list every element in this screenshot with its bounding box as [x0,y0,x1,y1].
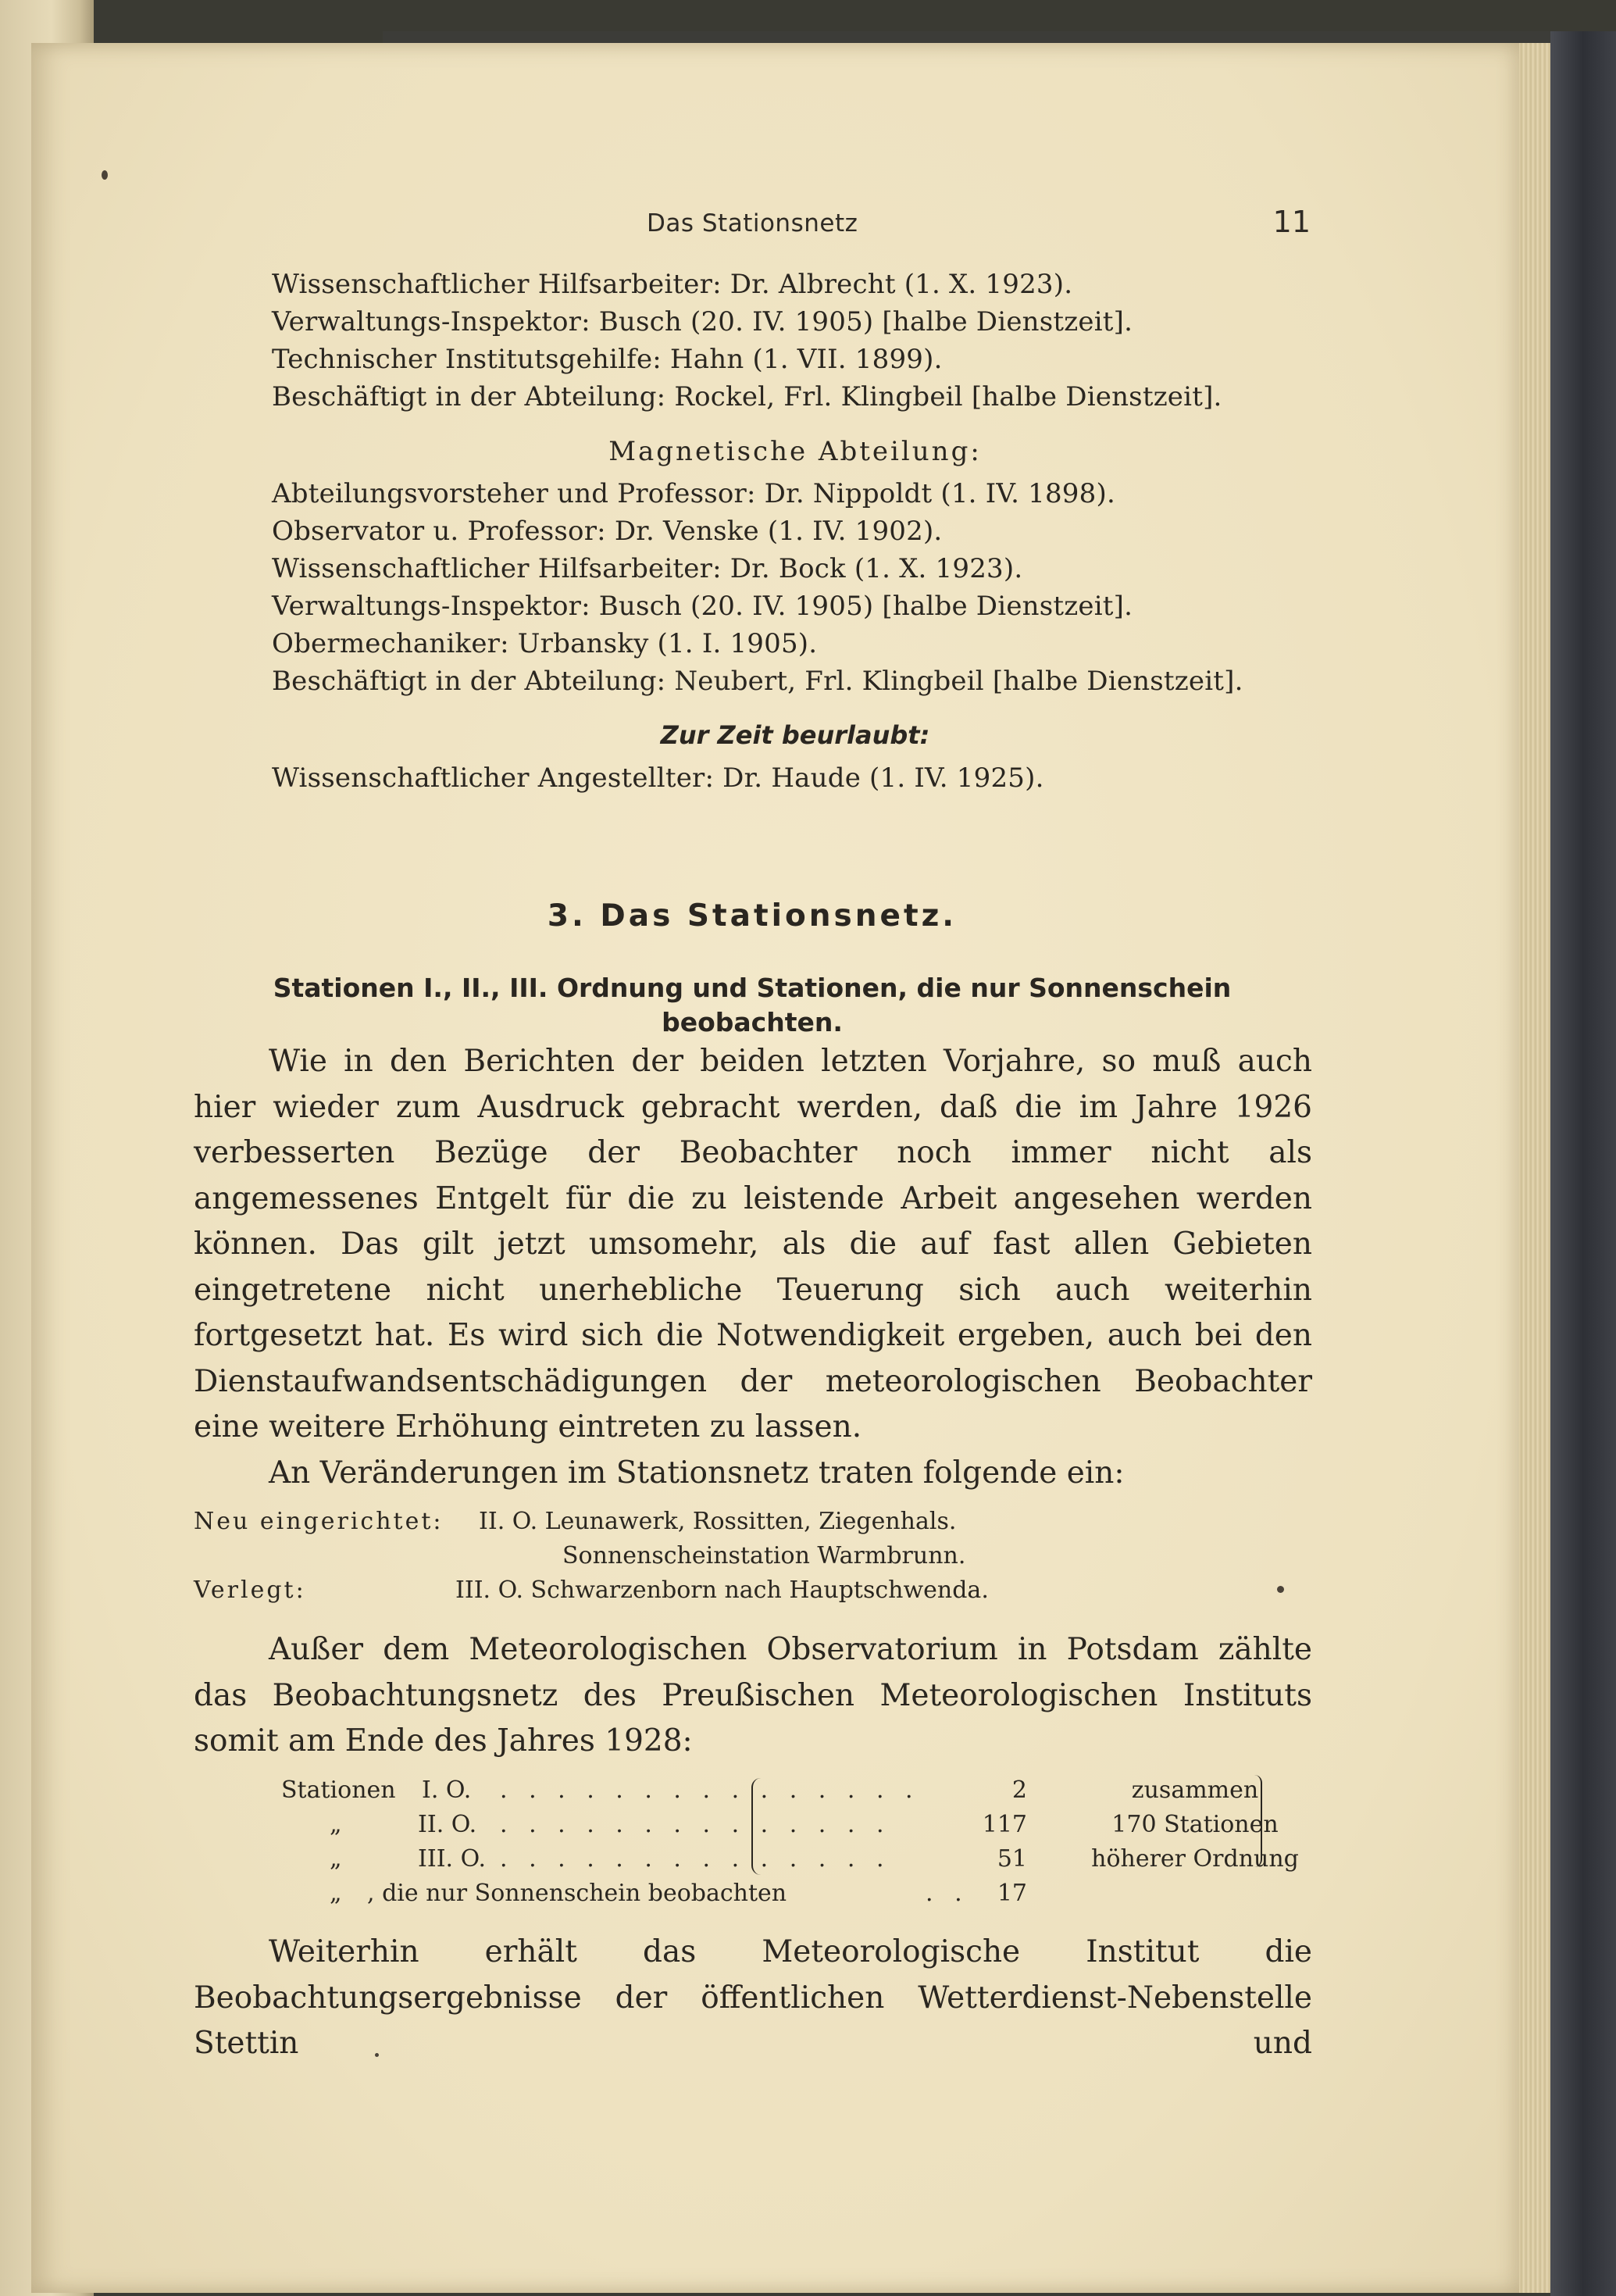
summary-text: höherer Ordnung [1091,1845,1299,1873]
leader-dots: . . . . . . . . . . . . . . [500,1811,891,1838]
station-order: II. O. [418,1811,477,1838]
station-order: , die nur Sonnenschein beobachten [367,1880,787,1907]
body-paragraph-4 [194,1930,1312,2067]
page-number: 11 [1272,205,1311,239]
paragraph-text: Wie in den Berichten der beiden letzten Vorjahre, so muß auch hier wieder zum Ausdruck gebracht werden, daß die im Jahre 1926 verbesserten Bezüge der Beobachter noch immer nicht als angemessenes Entgelt für die zu leistende Arbeit angesehen werden können. Das gilt jetzt umsomehr, als die auf fast allen Gebieten eingetretene nicht unerhebliche Teuerung sich auch weiterhin fortgesetzt hat. Es wird sich die Notwendigkeit ergeben, auch bei den Dienstaufwandsentschädigungen der meteorologischen Beobachter eine weitere Erhöhung eintreten zu lassen. [194,1044,1312,1444]
paragraph-text: Außer dem Meteorologischen Observatorium in Potsdam zählte das Beobachtungsnetz des Preußischen Meteorologischen Instituts somit am Ende des Jahres 1928: [194,1632,1312,1759]
table-row [281,1876,1328,1911]
body-paragraph-1 [194,1039,1312,1496]
body-paragraph-3 [194,1627,1312,1765]
chapter-subtitle: Stationen I., II., III. Ordnung und Stationen, die nur Sonnenschein beobachten. [273,973,1232,1037]
staff-line: Obermechaniker: Urbansky (1. I. 1905). [272,628,818,659]
station-label: „ [330,1845,342,1873]
change-label: Verlegt: [194,1576,306,1604]
change-value: III. O. Schwarzenborn nach Hauptschwenda. [455,1576,989,1604]
table-row [281,1808,1328,1842]
change-label: Neu eingerichtet: [194,1508,444,1535]
change-value: Sonnenscheinstation Warmbrunn. [562,1542,966,1569]
table-row [281,1842,1328,1876]
station-label: „ [330,1880,342,1907]
page-header [194,205,1311,244]
changes-list [194,1505,1311,1608]
change-row [194,1505,1311,1539]
running-head: Das Stationsnetz [647,209,858,237]
chapter-title: 3. Das Stationsnetz. [547,898,958,934]
change-value: II. O. Leunawerk, Rossitten, Ziegenhals. [479,1508,957,1535]
book-cover-top [383,31,1616,44]
page-edges [1519,43,1550,2293]
table-row [281,1773,1328,1808]
staff-line: Wissenschaftlicher Angestellter: Dr. Haude (1. IV. 1925). [272,762,1044,794]
change-row [194,1539,1311,1573]
leader-dots: . . . . . . . . . . . . . . [500,1845,891,1873]
closing-bracket [1250,1775,1262,1867]
change-row [194,1573,1311,1608]
staff-line: Verwaltungs-Inspektor: Busch (20. IV. 1905) [halbe Dienstzeit]. [272,306,1133,337]
station-label: „ [330,1811,342,1838]
staff-line: Beschäftigt in der Abteilung: Neubert, Frl. Klingbeil [halbe Dienstzeit]. [272,666,1243,697]
leader-dots: . . [926,1880,969,1907]
paragraph-text: Weiterhin erhält das Meteorologische Institut die Beobachtungsergebnisse der öffentlichen Wetterdienst-Nebenstelle Stettin und [194,1934,1312,2061]
station-count: 17 [997,1880,1027,1907]
station-count: 51 [997,1845,1027,1873]
station-order: III. O. [418,1845,486,1873]
book-cover-right [1550,31,1616,2296]
summary-text: 170 Stationen [1111,1811,1279,1838]
station-count: 2 [1011,1776,1027,1804]
magnetic-department-heading: Magnetische Abteilung: [608,436,982,467]
staff-line: Abteilungsvorsteher und Professor: Dr. Nippoldt (1. IV. 1898). [272,478,1115,509]
leader-dots: . . . . . . . . . . . . . . . [500,1776,920,1804]
on-leave-heading: Zur Zeit beurlaubt: [660,720,930,750]
summary-text: zusammen [1131,1776,1259,1804]
paragraph-text: An Veränderungen im Stationsnetz traten folgende ein: [269,1455,1125,1491]
staff-line: Wissenschaftlicher Hilfsarbeiter: Dr. Bock (1. X. 1923). [272,553,1023,584]
staff-line: Technischer Institutsgehilfe: Hahn (1. VII. 1899). [272,344,943,375]
staff-list [272,266,1318,797]
station-counts-table [281,1773,1328,1911]
station-label: Stationen [281,1776,396,1804]
staff-line: Beschäftigt in der Abteilung: Rockel, Frl. Klingbeil [halbe Dienstzeit]. [272,381,1222,412]
scan-speck [102,170,108,180]
station-count: 117 [982,1811,1027,1838]
staff-line: Observator u. Professor: Dr. Venske (1. IV. 1902). [272,516,943,547]
staff-line: Verwaltungs-Inspektor: Busch (20. IV. 1905) [halbe Dienstzeit]. [272,591,1133,622]
staff-line: Wissenschaftlicher Hilfsarbeiter: Dr. Albrecht (1. X. 1923). [272,269,1073,300]
chapter-heading [194,898,1311,1040]
curly-brace [751,1778,765,1875]
station-order: I. O. [422,1776,472,1804]
